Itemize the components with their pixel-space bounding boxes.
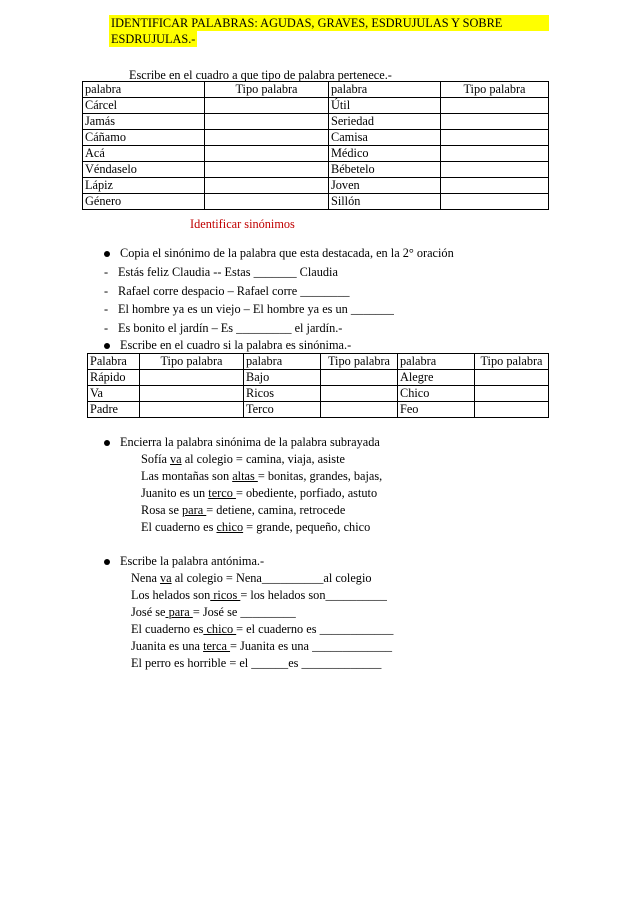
answer-cell[interactable] xyxy=(205,162,329,178)
line-text-after: = el cuaderno es ____________ xyxy=(236,622,394,636)
section1-instruction: Escribe en el cuadro a que tipo de palabra pertenece.- xyxy=(129,68,392,82)
answer-cell[interactable] xyxy=(140,370,244,386)
line-text-after: = detiene, camina, retrocede xyxy=(206,503,346,517)
synonym-exercise-line: El hombre ya es un viejo – El hombre ya es un _______ xyxy=(118,302,394,316)
exercise-line xyxy=(141,469,382,484)
bullet-icon xyxy=(104,343,110,349)
page-title xyxy=(109,15,549,47)
section2-bullet-text: Copia el sinónimo de la palabra que esta destacada, en la 2° oración xyxy=(120,246,454,260)
answer-cell[interactable] xyxy=(205,194,329,210)
table-row xyxy=(83,98,549,114)
word-cell: Bébetelo xyxy=(329,162,441,178)
answer-cell[interactable] xyxy=(205,114,329,130)
word-cell: Camisa xyxy=(329,130,441,146)
word-cell: Útil xyxy=(329,98,441,114)
line-text-after: = los helados son__________ xyxy=(240,588,387,602)
answer-cell[interactable] xyxy=(140,386,244,402)
answer-cell[interactable] xyxy=(441,98,549,114)
word-cell: Cárcel xyxy=(83,98,205,114)
dash-marker: - xyxy=(104,320,109,335)
table-row xyxy=(88,386,549,402)
section3-bullet-text: Escribe en el cuadro si la palabra es sinónima.- xyxy=(120,338,352,352)
underlined-word: altas xyxy=(232,469,258,483)
section4-bullet-text: Encierra la palabra sinónima de la palabra subrayada xyxy=(120,435,380,449)
word-cell: Joven xyxy=(329,178,441,194)
line-text-before: José se xyxy=(131,605,166,619)
exercise-line xyxy=(131,639,392,654)
table-header-cell: Tipo palabra xyxy=(441,82,549,98)
table-row xyxy=(83,146,549,162)
table-row xyxy=(83,178,549,194)
answer-cell[interactable] xyxy=(441,146,549,162)
line-text-after: = grande, pequeño, chico xyxy=(243,520,371,534)
underlined-word: para xyxy=(165,605,193,619)
line-text-after: = obediente, porfiado, astuto xyxy=(235,486,378,500)
line-text-before: El perro es horrible xyxy=(131,656,227,670)
word-cell: Padre xyxy=(88,402,140,418)
table-header-cell: Palabra xyxy=(88,354,140,370)
answer-cell[interactable] xyxy=(140,402,244,418)
line-text-before: Juanita es una xyxy=(131,639,204,653)
table-header-cell: Tipo palabra xyxy=(475,354,549,370)
word-cell: Médico xyxy=(329,146,441,162)
answer-cell[interactable] xyxy=(441,194,549,210)
answer-cell[interactable] xyxy=(441,130,549,146)
word-cell: Feo xyxy=(398,402,475,418)
dash-marker: - xyxy=(104,302,109,316)
exercise-line xyxy=(131,656,381,671)
line-text-after: al colegio = Nena__________al colegio xyxy=(171,571,372,585)
table-row xyxy=(83,194,549,210)
synonym-exercise-line: Es bonito el jardín – Es _________ el jardín.- xyxy=(118,320,343,335)
line-text-before: Sofía xyxy=(141,452,171,466)
underlined-word: ricos xyxy=(210,588,241,602)
bullet-icon xyxy=(104,440,110,446)
table-header-row xyxy=(83,82,549,98)
word-cell: Alegre xyxy=(398,370,475,386)
line-text-after: = Juanita es una _____________ xyxy=(230,639,393,653)
underlined-word: va xyxy=(170,452,182,466)
word-cell: Género xyxy=(83,194,205,210)
answer-cell[interactable] xyxy=(475,370,549,386)
line-text-after: al colegio = camina, viaja, asiste xyxy=(181,452,345,466)
line-text-after: = José se _________ xyxy=(192,605,296,619)
table-row xyxy=(83,130,549,146)
exercise-line xyxy=(131,588,387,603)
underlined-word: chico xyxy=(203,622,237,636)
answer-cell[interactable] xyxy=(205,146,329,162)
table-header-cell: palabra xyxy=(83,82,205,98)
answer-cell[interactable] xyxy=(475,386,549,402)
table-header-cell: palabra xyxy=(398,354,475,370)
synonyms-heading: Identificar sinónimos xyxy=(190,217,295,231)
word-cell: Sillón xyxy=(329,194,441,210)
line-text-before: Juanito es un xyxy=(141,486,209,500)
synonym-exercise-line: Rafael corre despacio – Rafael corre ________ xyxy=(118,283,350,298)
word-cell: Bajo xyxy=(244,370,321,386)
word-cell: Cáñamo xyxy=(83,130,205,146)
answer-cell[interactable] xyxy=(321,370,398,386)
table-header-cell: Tipo palabra xyxy=(321,354,398,370)
line-text-before: Las montañas son xyxy=(141,469,233,483)
answer-cell[interactable] xyxy=(475,402,549,418)
answer-cell[interactable] xyxy=(441,162,549,178)
word-cell: Ricos xyxy=(244,386,321,402)
word-cell: Chico xyxy=(398,386,475,402)
title-line-1: IDENTIFICAR PALABRAS: AGUDAS, GRAVES, ESDRUJULAS Y SOBRE xyxy=(109,15,549,31)
underlined-word: chico xyxy=(216,520,244,534)
answer-cell[interactable] xyxy=(441,178,549,194)
bullet-icon xyxy=(104,251,110,257)
bullet-icon xyxy=(104,559,110,565)
answer-cell[interactable] xyxy=(205,178,329,194)
line-text-after: = bonitas, grandes, bajas, xyxy=(257,469,383,483)
word-cell: Seriedad xyxy=(329,114,441,130)
exercise-line xyxy=(141,520,370,535)
table-header-cell: Tipo palabra xyxy=(140,354,244,370)
synonym-table xyxy=(87,353,549,418)
table-header-cell: palabra xyxy=(244,354,321,370)
word-type-table xyxy=(82,81,549,210)
underlined-word: para xyxy=(182,503,207,517)
word-cell: Acá xyxy=(83,146,205,162)
answer-cell[interactable] xyxy=(205,130,329,146)
line-text-before: El cuaderno es xyxy=(141,520,217,534)
exercise-line xyxy=(141,503,345,518)
table-header-cell: palabra xyxy=(329,82,441,98)
synonym-exercise-line: Estás feliz Claudia -- Estas _______ Claudia xyxy=(118,265,338,279)
answer-cell[interactable] xyxy=(321,386,398,402)
exercise-line xyxy=(131,571,372,586)
table-row xyxy=(83,162,549,178)
word-cell: Véndaselo xyxy=(83,162,205,178)
word-cell: Rápido xyxy=(88,370,140,386)
line-text-before: El cuaderno es xyxy=(131,622,204,636)
title-line-2: ESDRUJULAS.- xyxy=(111,32,196,46)
table-header-cell: Tipo palabra xyxy=(205,82,329,98)
word-cell: Va xyxy=(88,386,140,402)
line-text-before: Los helados son xyxy=(131,588,211,602)
answer-cell[interactable] xyxy=(205,98,329,114)
answer-cell[interactable] xyxy=(321,402,398,418)
line-text-after: = el ______es _____________ xyxy=(226,656,382,670)
word-cell: Jamás xyxy=(83,114,205,130)
table-row xyxy=(88,370,549,386)
table-header-row xyxy=(88,354,549,370)
exercise-line xyxy=(131,622,393,637)
word-cell: Terco xyxy=(244,402,321,418)
answer-cell[interactable] xyxy=(441,114,549,130)
exercise-line xyxy=(141,486,377,501)
underlined-word: terca xyxy=(203,639,231,653)
dash-marker: - xyxy=(104,283,109,298)
exercise-line xyxy=(141,452,345,467)
exercise-line xyxy=(131,605,296,620)
line-text-before: Nena xyxy=(131,571,161,585)
section5-bullet-text: Escribe la palabra antónima.- xyxy=(120,554,265,568)
word-cell: Lápiz xyxy=(83,178,205,194)
underlined-word: terco xyxy=(208,486,236,500)
underlined-word: va xyxy=(160,571,172,585)
table-row xyxy=(83,114,549,130)
line-text-before: Rosa se xyxy=(141,503,182,517)
dash-marker: - xyxy=(104,265,109,279)
table-row xyxy=(88,402,549,418)
